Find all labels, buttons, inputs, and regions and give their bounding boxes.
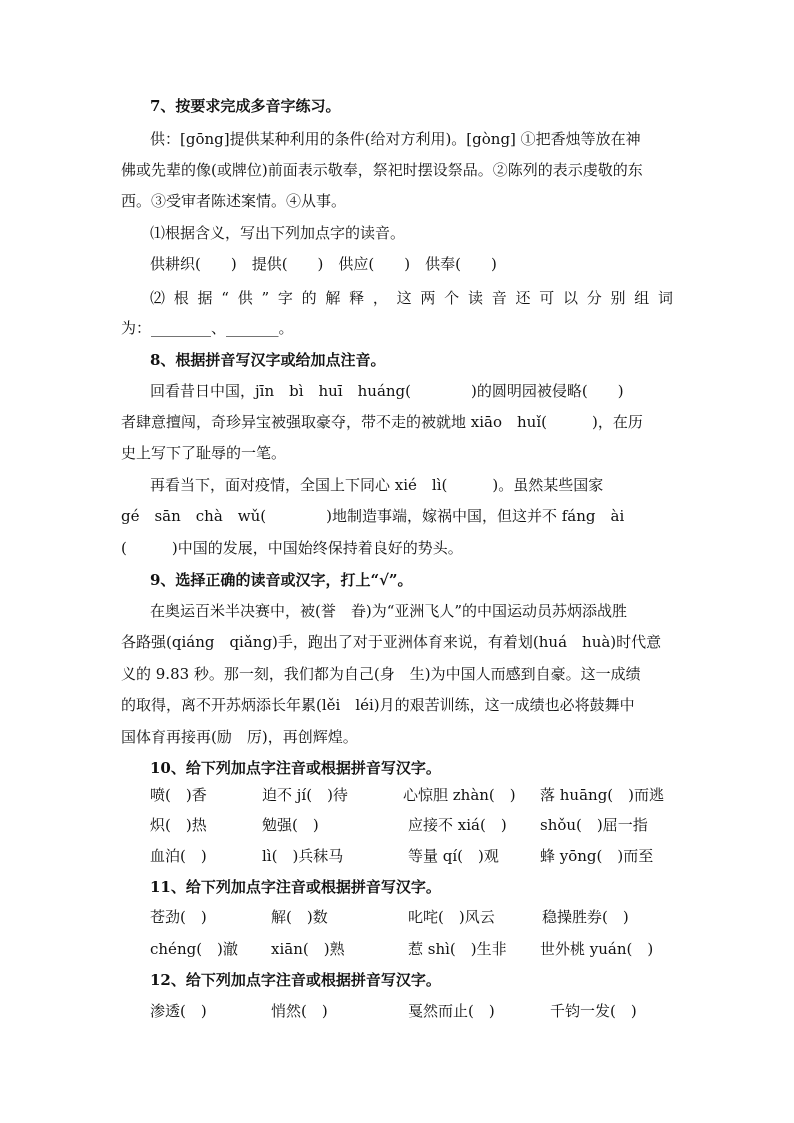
q8-paragraph-1-line-1: 回看昔日中国，jīn bì huī huáng( )的圆明园被侵略( ) bbox=[150, 382, 624, 400]
q8-heading: 8、根据拼音写汉字或给加点注音。 bbox=[150, 351, 386, 369]
q12-item: 悄然( ) bbox=[271, 1002, 328, 1020]
q10-item: 迫不 jí( )待 bbox=[262, 786, 348, 804]
q7-definition-line-2: 佛或先辈的像(或牌位)前面表示敬奉，祭祀时摆设祭品。②陈列的表示虔敬的东 bbox=[121, 161, 643, 179]
q10-heading: 10、给下列加点字注音或根据拼音写汉字。 bbox=[150, 759, 441, 777]
q7-definition-line-3: 西。③受审者陈述案情。④从事。 bbox=[121, 192, 347, 210]
q7-definition-line-1: 供：[gōng]提供某种利用的条件(给对方利用)。[gòng] ①把香烛等放在神 bbox=[150, 130, 641, 148]
q10-item: 血泊( ) bbox=[150, 847, 207, 865]
q12-heading: 12、给下列加点字注音或根据拼音写汉字。 bbox=[150, 971, 441, 989]
q7-heading: 7、按要求完成多音字练习。 bbox=[150, 97, 341, 115]
q9-line-3: 义的 9.83 秒。那一刻，我们都为自己(身 生)为中国人而感到自豪。这一成绩 bbox=[121, 665, 641, 683]
q11-item: 解( )数 bbox=[271, 908, 328, 926]
q7-subquestion-2-line-2: 为：________、_______。 bbox=[121, 319, 294, 337]
q7-subquestion-1: ⑴根据含义，写出下列加点字的读音。 bbox=[150, 224, 406, 242]
q11-item: 叱咤( )风云 bbox=[408, 908, 495, 926]
q10-item: 等量 qí( )观 bbox=[408, 847, 499, 865]
q10-item: lì( )兵秣马 bbox=[262, 847, 344, 865]
q11-item: 苍劲( ) bbox=[150, 908, 207, 926]
q11-item: xiān( )熟 bbox=[271, 940, 345, 958]
q11-item: 稳操胜券( ) bbox=[542, 908, 629, 926]
q10-item: 应接不 xiá( ) bbox=[408, 816, 507, 834]
q7-subquestion-2-line-1: ⑵根据“供”字的解释，这两个读音还可以分别组词 bbox=[150, 289, 673, 307]
q12-item: 千钧一发( ) bbox=[550, 1002, 637, 1020]
q10-item: 心惊胆 zhàn( ) bbox=[403, 786, 516, 804]
q12-item: 戛然而止( ) bbox=[408, 1002, 495, 1020]
q11-item: 惹 shì( )生非 bbox=[408, 940, 507, 958]
q8-paragraph-1-line-2: 者肆意擅闯，奇珍异宝被强取豪夺，带不走的被就地 xiāo huǐ( )，在历 bbox=[121, 413, 643, 431]
q9-line-2: 各路强(qiáng qiǎng)手，跑出了对于亚洲体育来说，有着划(huá huà)时代意 bbox=[121, 633, 662, 651]
q11-item: chéng( )澈 bbox=[150, 940, 238, 958]
q11-item: 世外桃 yuán( ) bbox=[540, 940, 654, 958]
q10-item: 蜂 yōng( )而至 bbox=[540, 847, 654, 865]
q10-item: shǒu( )屈一指 bbox=[540, 816, 648, 834]
q12-item: 渗透( ) bbox=[150, 1002, 207, 1020]
q9-line-4: 的取得，离不开苏炳添长年累(lěi léi)月的艰苦训练，这一成绩也必将鼓舞中 bbox=[121, 696, 635, 714]
q10-item: 落 huāng( )而逃 bbox=[540, 786, 664, 804]
q9-heading: 9、选择正确的读音或汉字，打上“√”。 bbox=[150, 571, 413, 589]
q8-paragraph-1-line-3: 史上写下了耻辱的一笔。 bbox=[121, 444, 287, 462]
q10-item: 炽( )热 bbox=[150, 816, 207, 834]
q9-line-5: 国体育再接再(励 厉)，再创辉煌。 bbox=[121, 728, 358, 746]
q8-paragraph-2-line-3: ( )中国的发展，中国始终保持着良好的势头。 bbox=[121, 539, 463, 557]
q11-heading: 11、给下列加点字注音或根据拼音写汉字。 bbox=[150, 878, 441, 896]
q8-paragraph-2-line-1: 再看当下，面对疫情，全国上下同心 xié lì( )。虽然某些国家 bbox=[150, 476, 604, 494]
q10-item: 勉强( ) bbox=[262, 816, 319, 834]
q7-word-list: 供耕织( ) 提供( ) 供应( ) 供奉( ) bbox=[150, 255, 497, 273]
q9-line-1: 在奥运百米半决赛中，被(誉 眷)为“亚洲飞人”的中国运动员苏炳添战胜 bbox=[150, 602, 628, 620]
q8-paragraph-2-line-2: gé sān chà wǔ( )地制造事端，嫁祸中国，但这并不 fáng ài bbox=[121, 507, 625, 525]
q10-item: 喷( )香 bbox=[150, 786, 207, 804]
